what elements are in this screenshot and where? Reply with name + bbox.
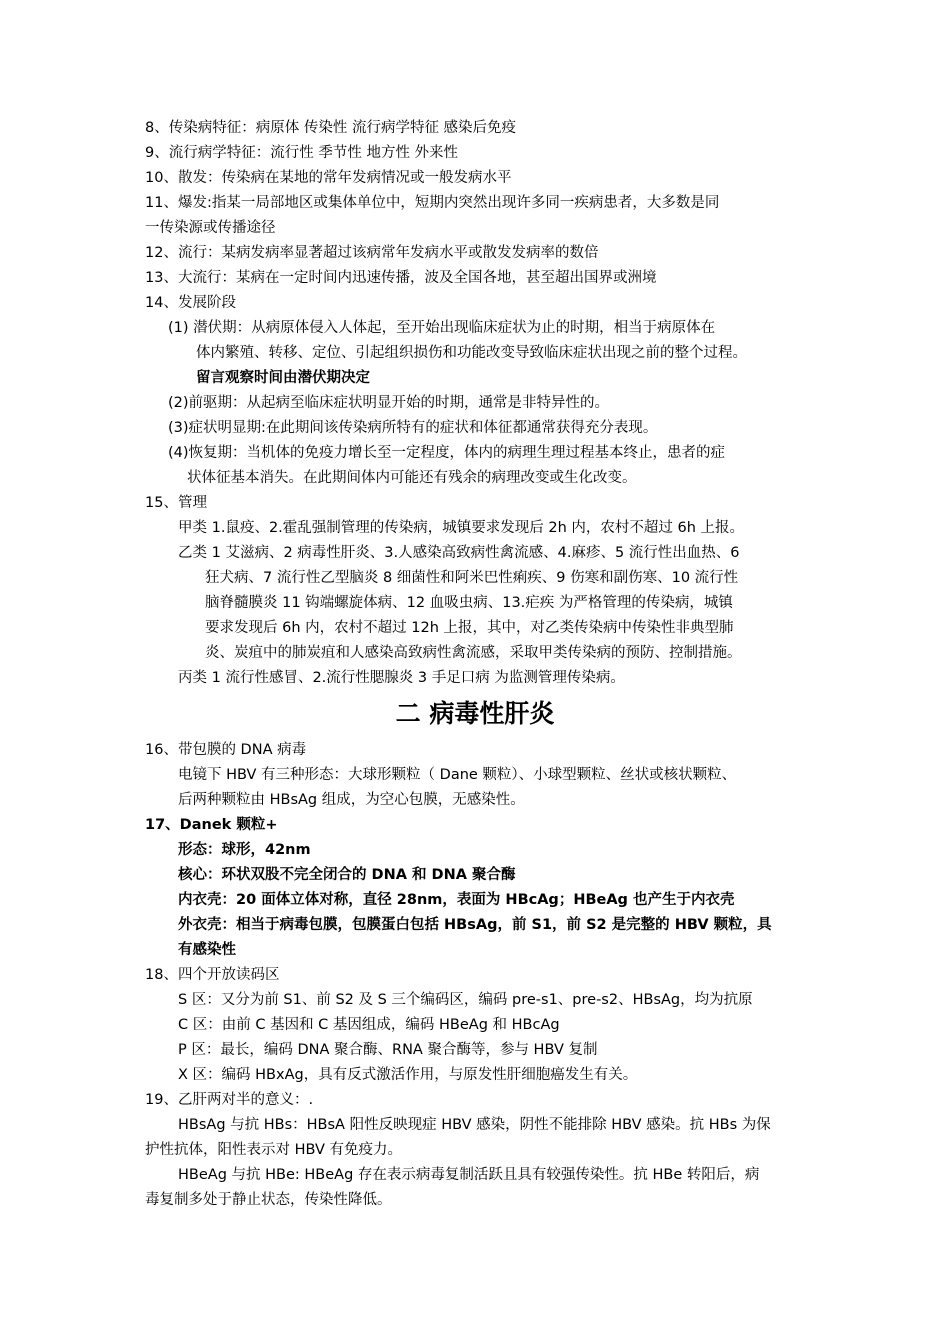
text-line: 19、乙肝两对半的意义：. [145,1092,314,1108]
text-line: 10、散发：传染病在某地的常年发病情况或一般发病水平 [145,170,512,186]
text-line: 14、发展阶段 [145,295,236,311]
text-line: 18、四个开放读码区 [145,967,280,983]
text-line: 后两种颗粒由 HBsAg 组成，为空心包膜，无感染性。 [178,792,525,808]
text-line: 护性抗体，阳性表示对 HBV 有免疫力。 [145,1142,403,1158]
text-line: 乙类 1 艾滋病、2 病毒性肝炎、3.人感染高致病性禽流感、4.麻疹、5 流行性出血热、6 [178,545,740,561]
text-line: 炎、炭疽中的肺炭疽和人感染高致病性禽流感，采取甲类传染病的预防、控制措施。 [205,645,742,661]
text-line: S 区：又分为前 S1、前 S2 及 S 三个编码区，编码 pre-s1、pre-s2、HBsAg，均为抗原 [178,992,753,1008]
text-line: (1) 潜伏期：从病原体侵入人体起，至开始出现临床症状为止的时期，相当于病原体在 [168,320,716,336]
bold-text-line: 核心：环状双股不完全闭合的 DNA 和 DNA 聚合酶 [178,867,516,883]
text-line: 丙类 1 流行性感冒、2.流行性腮腺炎 3 手足口病 为监测管理传染病。 [178,670,625,686]
text-line: C 区：由前 C 基因和 C 基因组成，编码 HBeAg 和 HBcAg [178,1017,560,1033]
text-line: (3)症状明显期:在此期间该传染病所特有的症状和体征都通常获得充分表现。 [168,420,658,436]
text-line: 一传染源或传播途径 [145,220,276,236]
text-line: 要求发现后 6h 内，农村不超过 12h 上报，其中，对乙类传染病中传染性非典型肺 [205,620,734,636]
text-line: (4)恢复期：当机体的免疫力增长至一定程度，体内的病理生理过程基本终止，患者的症 [168,445,726,461]
text-line: HBeAg 与抗 HBe: HBeAg 存在表示病毒复制活跃且具有较强传染性。抗 HBe 转阳后，病 [178,1167,760,1183]
text-line: 狂犬病、7 流行性乙型脑炎 8 细菌性和阿米巴性痢疾、9 伤寒和副伤寒、10 流行性 [205,570,739,586]
bold-text-line: 留言观察时间由潜伏期决定 [196,370,370,386]
text-line: 15、管理 [145,495,207,511]
text-line: 脑脊髓膜炎 11 钩端螺旋体病、12 血吸虫病、13.疟疾 为严格管理的传染病，城镇 [205,595,733,611]
text-line: 甲类 1.鼠疫、2.霍乱强制管理的传染病，城镇要求发现后 2h 内，农村不超过 6h 上报。 [178,520,745,536]
bold-text-line: 形态：球形，42nm [178,842,311,858]
bold-text-line: 17、Danek 颗粒+ [145,817,278,833]
section-heading: 二 病毒性肝炎 [395,699,555,728]
text-line: X 区：编码 HBxAg，具有反式激活作用，与原发性肝细胞癌发生有关。 [178,1067,638,1083]
text-line: (2)前驱期：从起病至临床症状明显开始的时期，通常是非特异性的。 [168,395,610,411]
text-line: 毒复制多处于静止状态，传染性降低。 [145,1192,392,1208]
text-line: 8、传染病特征：病原体 传染性 流行病学特征 感染后免疫 [145,120,517,136]
text-line: 11、爆发:指某一局部地区或集体单位中，短期内突然出现许多同一疾病患者，大多数是同 [145,195,720,211]
text-line: 16、带包膜的 DNA 病毒 [145,742,307,758]
text-line: HBsAg 与抗 HBs：HBsA 阳性反映现症 HBV 感染，阴性不能排除 HBV 感染。抗 HBs 为保 [178,1117,771,1133]
text-line: 13、大流行：某病在一定时间内迅速传播，波及全国各地，甚至超出国界或洲境 [145,270,657,286]
text-line: 电镜下 HBV 有三种形态：大球形颗粒（ Dane 颗粒）、小球型颗粒、丝状或核状颗粒、 [178,767,737,783]
text-line: 体内繁殖、转移、定位、引起组织损伤和功能改变导致临床症状出现之前的整个过程。 [196,345,747,361]
text-line: 12、流行：某病发病率显著超过该病常年发病水平或散发发病率的数倍 [145,245,599,261]
bold-text-line: 内衣壳：20 面体立体对称，直径 28nm，表面为 HBcAg；HBeAg 也产生于内衣壳 [178,892,735,908]
text-line: 9、流行病学特征：流行性 季节性 地方性 外来性 [145,145,459,161]
bold-text-line: 外衣壳：相当于病毒包膜，包膜蛋白包括 HBsAg，前 S1，前 S2 是完整的 HBV 颗粒，具 [178,917,772,933]
bold-text-line: 有感染性 [178,942,236,958]
text-line: 状体征基本消失。在此期间体内可能还有残余的病理改变或生化改变。 [187,470,637,486]
text-line: P 区：最长，编码 DNA 聚合酶、RNA 聚合酶等，参与 HBV 复制 [178,1042,598,1058]
